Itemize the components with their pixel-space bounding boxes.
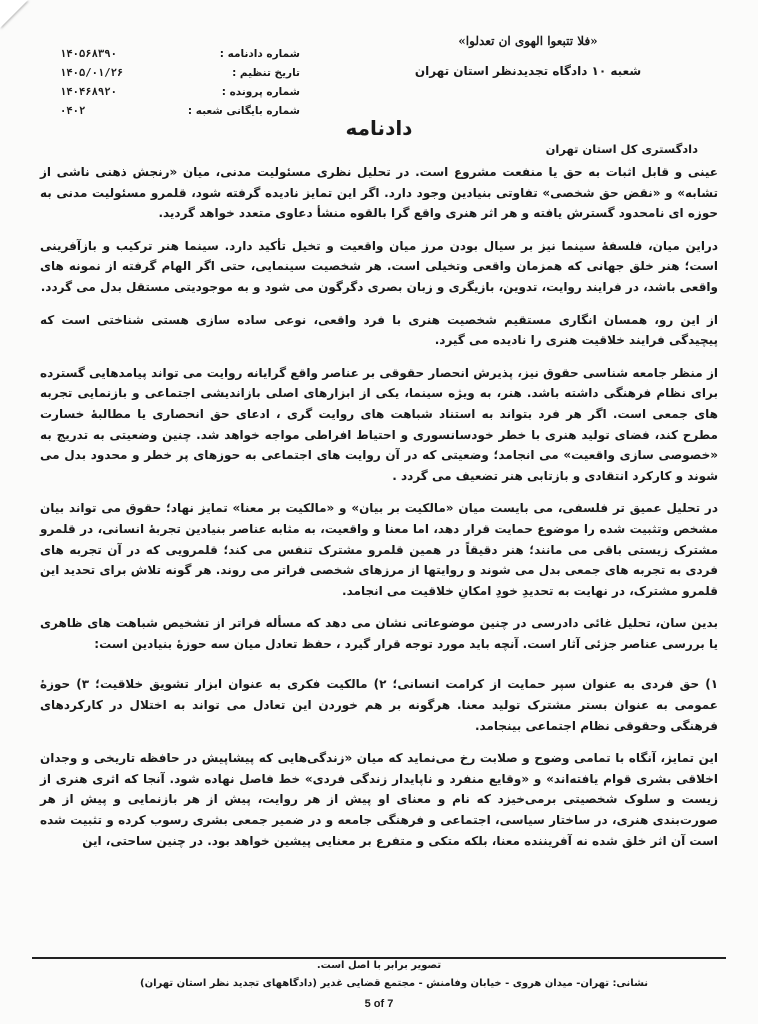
- paragraph: از منظر جامعه شناسی حقوق نیز، پذیرش انحصار حقوقی بر عناصر واقع گرایانه روایت می تواند پیامدهایی گسترده برای نظام فرهنگی داشته باشد. هنر، به ویژه سینما، یکی از ابزارهای اصلی بازاندیشی اجتماعی و بازنمایی تجربه های جمعی است. اگر هر فرد بتواند به استناد شباهت های روایت گری ، ادعای حق انحصاری یا مطالبهٔ خسارت مطرح کند، فضای تولید هنری با خطر خودسانسوری و احتیاط افراطی مواجه خواهد شد. چنین وضعیتی به تدریج به «خصوصی سازی واقعیت» می انجامد؛ وضعیتی که در آن روایت های اجتماعی به حوزهای پر خطر و محدود بدل می شوند و کارکرد انتقادی و بازتابی هنر تضعیف می گردد .: [40, 365, 718, 483]
- meta-row-case-number: [60, 82, 300, 101]
- meta-row-verdict-number: [60, 44, 300, 63]
- meta-row-issue-date: [60, 63, 300, 82]
- meta-value: ۱۴۰۵/۰۱/۲۶: [60, 66, 124, 79]
- meta-value: ۱۴۰۴۶۸۹۲۰: [60, 85, 117, 98]
- meta-label: شماره دادنامه :: [219, 47, 300, 60]
- page-corner-fold: [0, 0, 28, 28]
- court-address: نشانی: تهران- میدان هروی - خیابان وفامنش - مجتمع قضایی غدیر (دادگاههای تجدید نظر استان تهران): [140, 978, 648, 989]
- court-branch: شعبه ۱۰ دادگاه تجدیدنظر استان تهران: [414, 64, 642, 78]
- document-title: دادنامه: [345, 116, 413, 140]
- footer-divider: [32, 957, 726, 959]
- paragraph: این تمایز، آنگاه با تمامی وضوح و صلابت رخ می‌نماید که میان «زندگی‌هایی که پیشاپیش در حافظه تاریخی و وجدان اخلاقی بشری قوام یافته‌اند» و «وقایع منفرد و ناپایدار زندگی فردی» خط فاصل نهاده شود. آنجا که اثری هنری از زیست و سلوک شخصیتی برمی‌خیزد که نام و معنای او پیش از هر روایت، پیش از هر بازنمایی و پیش از هر صورت‌بندی هنری، در ساختار سیاسی، اجتماعی و فرهنگی جامعه و در ضمیر جمعی بشری رسوب کرده و تثبیت شده است آن اثر خلق شده نه آفریننده معنا، بلکه متکی و متفرع بر معنایی پیشین خواهد بود. در چنین ساحتی، این: [40, 751, 718, 848]
- header-motto: «فلا تتبعوا الهوى ان تعدلوا»: [458, 34, 598, 48]
- meta-label: شماره بایگانی شعبه :: [187, 104, 300, 117]
- paragraph: عینی و قابل اثبات به حق یا منفعت مشروع است. در تحلیل نظری مسئولیت مدنی، میان «رنجش ذهنی ناشی از تشابه» و «نقض حق شخصی» تفاوتی بنیادین وجود دارد. اگر این تمایز نادیده گرفته شود، قلمرو مسئولیت مدنی به حوزه ای نامحدود گسترش یافته و هر اثر هنری واقع گرا بالقوه منشأ دعاوی متعدد خواهد گردید.: [40, 165, 718, 221]
- case-metadata: [60, 44, 300, 120]
- certification-note: تصویر برابر با اصل است.: [316, 960, 442, 971]
- addressee: دادگستری کل استان تهران: [545, 142, 698, 156]
- paragraph: در تحلیل عمیق تر فلسفی، می بایست میان «مالکیت بر بیان» و «مالکیت بر معنا» تمایز نهاد؛ حقوق می تواند بیان مشخص وتثبیت شده را موضوع حمایت قرار دهد، اما معنا و واقعیت، به مثابه عناصر بنیادین تجربهٔ انسانی، در قلمرو مشترک زیستی باقی می مانند؛ هنر دقیقاً در همین قلمرو مشترک تنفس می کند؛ قلمرویی که در آن تجربه های فردی به تجربه های جمعی بدل می شوند و روایتها از مرزهای شخصی فراتر می روند. هر گونه تلاش برای تحدید این قلمرو مشترک، در نهایت به تحدیدِ خودِ امکانِ خلاقیت می انجامد.: [40, 501, 718, 598]
- meta-value: ۰۴۰۲: [60, 104, 86, 117]
- paragraph: دراین میان، فلسفهٔ سینما نیز بر سیال بودن مرز میان واقعیت و تخیل تأکید دارد. سینما هنر ترکیب و بازآفرینی است؛ هنر خلق جهانی که همزمان واقعی وتخیلی است. هر شخصیت سینمایی، حتی اگر الهام گرفته از نمونه های واقعی باشد، در فرایند روایت، تدوین، بازیگری و زبان بصری دگرگون می شود و به موجودیتی مستقل بدل می گردد.: [40, 238, 718, 294]
- meta-label: شماره پرونده :: [221, 85, 300, 98]
- paragraph: از این رو، همسان انگاری مستقیم شخصیت هنری با فرد واقعی، نوعی ساده سازی هستی شناختی است که پیچیدگی فرایند خلاقیت هنری را نادیده می گیرد.: [40, 312, 718, 348]
- court-header: [358, 34, 698, 78]
- meta-value: ۱۴۰۵۶۸۳۹۰: [60, 47, 117, 60]
- paragraph: ۱) حق فردی به عنوان سپر حمایت از کرامت انسانی؛ ۲) مالکیت فکری به عنوان ابزار تشویق خلاقیت؛ ۳) حوزهٔ عمومی به عنوان بستر مشترک تولید معنا. هرگونه بر هم خوردن این تعادل می تواند به اختلال در کارکردهای فرهنگی وحقوقی نظام اجتماعی بینجامد.: [40, 677, 719, 733]
- page-indicator: 5 of 7: [364, 998, 394, 1010]
- meta-label: تاریخ تنظیم :: [232, 66, 300, 79]
- paragraph: بدین سان، تحلیل غائی دادرسی در چنین موضوعاتی نشان می دهد که مسأله فراتر از تشخیص شباهت های ظاهری یا بررسی عناصر جزئی آثار است. آنچه باید مورد توجه قرار گیرد ، حفظ تعادل میان سه حوزهٔ بنیادین است:: [40, 616, 718, 651]
- verdict-body: [40, 162, 718, 863]
